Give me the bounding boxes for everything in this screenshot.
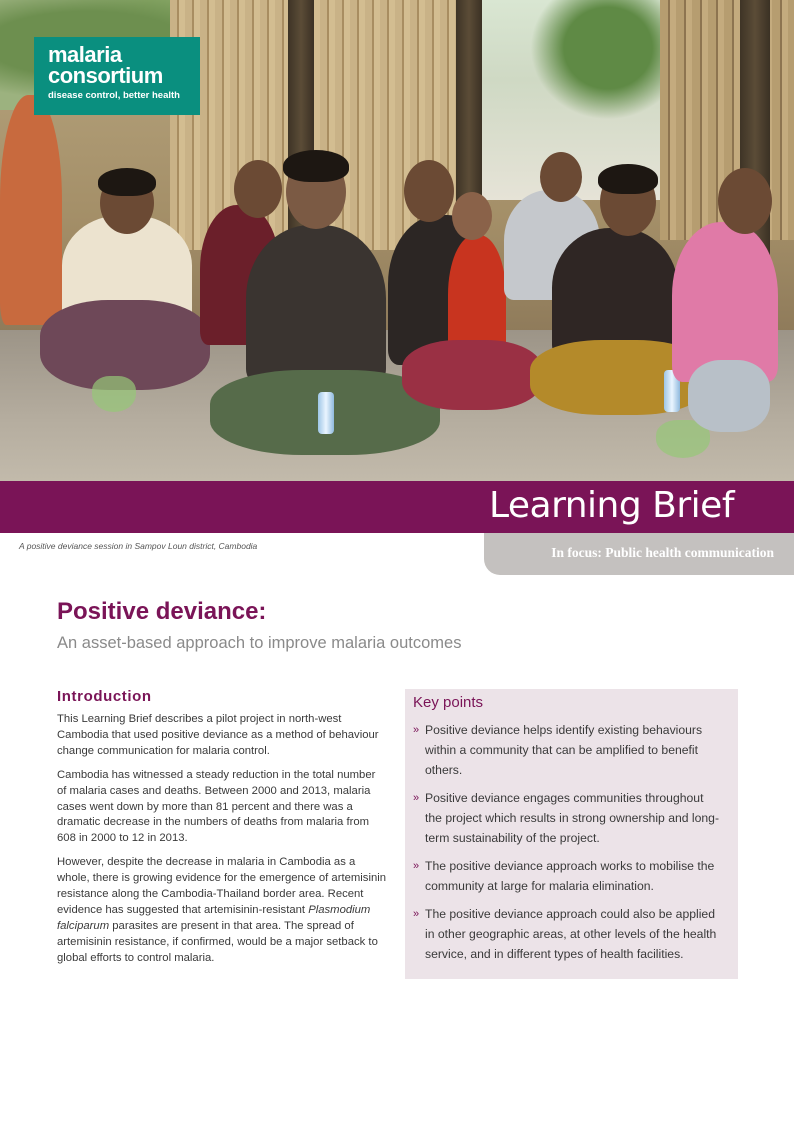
key-points-heading: Key points xyxy=(413,694,484,711)
photo-caption: A positive deviance session in Sampov Loun district, Cambodia xyxy=(19,541,258,551)
photo-person xyxy=(552,228,678,358)
introduction-heading: Introduction xyxy=(57,688,152,705)
photo-lap xyxy=(688,360,770,432)
page-subtitle: An asset-based approach to improve malaria outcomes xyxy=(57,634,462,652)
photo-head xyxy=(452,192,492,240)
chevron-bullet-icon: » xyxy=(413,860,420,872)
key-point-text: Positive deviance helps identify existing behaviours within a community that can be amplified to benefit others. xyxy=(425,723,703,777)
photo-person xyxy=(0,95,62,325)
key-point-item xyxy=(413,788,722,848)
key-point-item xyxy=(413,856,722,896)
photo-head xyxy=(718,168,772,234)
focus-tab xyxy=(484,533,794,575)
introduction-paragraph: Cambodia has witnessed a steady reduction in the total number of malaria cases and deaths. Between 2000 and 2013, malaria cases went down by more than 81 percent and there was a dramatic decrease in the numbers of deaths from malaria from 608 in 2000 to 12 in 2013. xyxy=(57,768,376,845)
key-point-text: The positive deviance approach works to mobilise the community at large for malaria elimination. xyxy=(425,859,715,893)
chevron-bullet-icon: » xyxy=(413,724,420,736)
photo-bag xyxy=(92,376,136,412)
introduction-paragraph: This Learning Brief describes a pilot project in north-west Cambodia that used positive deviance as a method of behaviour change communication for malaria control. xyxy=(57,713,379,757)
banner-title: Learning Brief xyxy=(488,485,734,526)
photo-person xyxy=(246,225,386,385)
key-point-item xyxy=(413,904,722,964)
photo-person xyxy=(672,222,778,382)
photo-hair xyxy=(283,150,349,182)
species-name: Plasmodium falciparum xyxy=(57,903,371,932)
page-title: Positive deviance: xyxy=(57,598,267,625)
key-point-item xyxy=(413,720,722,780)
photo-head xyxy=(540,152,582,202)
key-points-box xyxy=(405,689,738,979)
learning-brief-banner xyxy=(0,481,794,533)
photo-hair xyxy=(98,168,156,196)
photo-head xyxy=(404,160,454,222)
introduction-paragraph xyxy=(57,855,387,966)
photo-bottle xyxy=(318,392,334,434)
logo-tagline: disease control, better health xyxy=(48,90,180,101)
paragraph-text: parasites are present in that area. The spread of artemisinin resistance, if confirmed, would be a major setback to global efforts to control malaria. xyxy=(57,919,378,964)
chevron-bullet-icon: » xyxy=(413,792,420,804)
logo-line-2: consortium xyxy=(48,63,163,88)
focus-tab-label: In focus: Public health communication xyxy=(551,545,774,560)
photo-tree xyxy=(530,0,660,120)
introduction-section xyxy=(57,688,387,975)
chevron-bullet-icon: » xyxy=(413,908,420,920)
logo-line-1: malaria xyxy=(48,42,122,67)
key-point-text: The positive deviance approach could also be applied in other geographic areas, at other levels of the health service, and in different types of health facilities. xyxy=(425,907,717,961)
paragraph-text: However, despite the decrease in malaria in Cambodia as a whole, there is growing evidence for the emergence of artemisinin resistance along the Cambodia-Thailand border area. Recent evidence has suggested that artemisinin-resistant xyxy=(57,856,387,916)
photo-hair xyxy=(598,164,658,194)
photo-lap xyxy=(402,340,542,410)
photo-head xyxy=(234,160,282,218)
key-point-text: Positive deviance engages communities throughout the project which results in strong ownership and long-term sustainability of the project. xyxy=(425,791,720,845)
malaria-consortium-logo xyxy=(34,37,200,115)
